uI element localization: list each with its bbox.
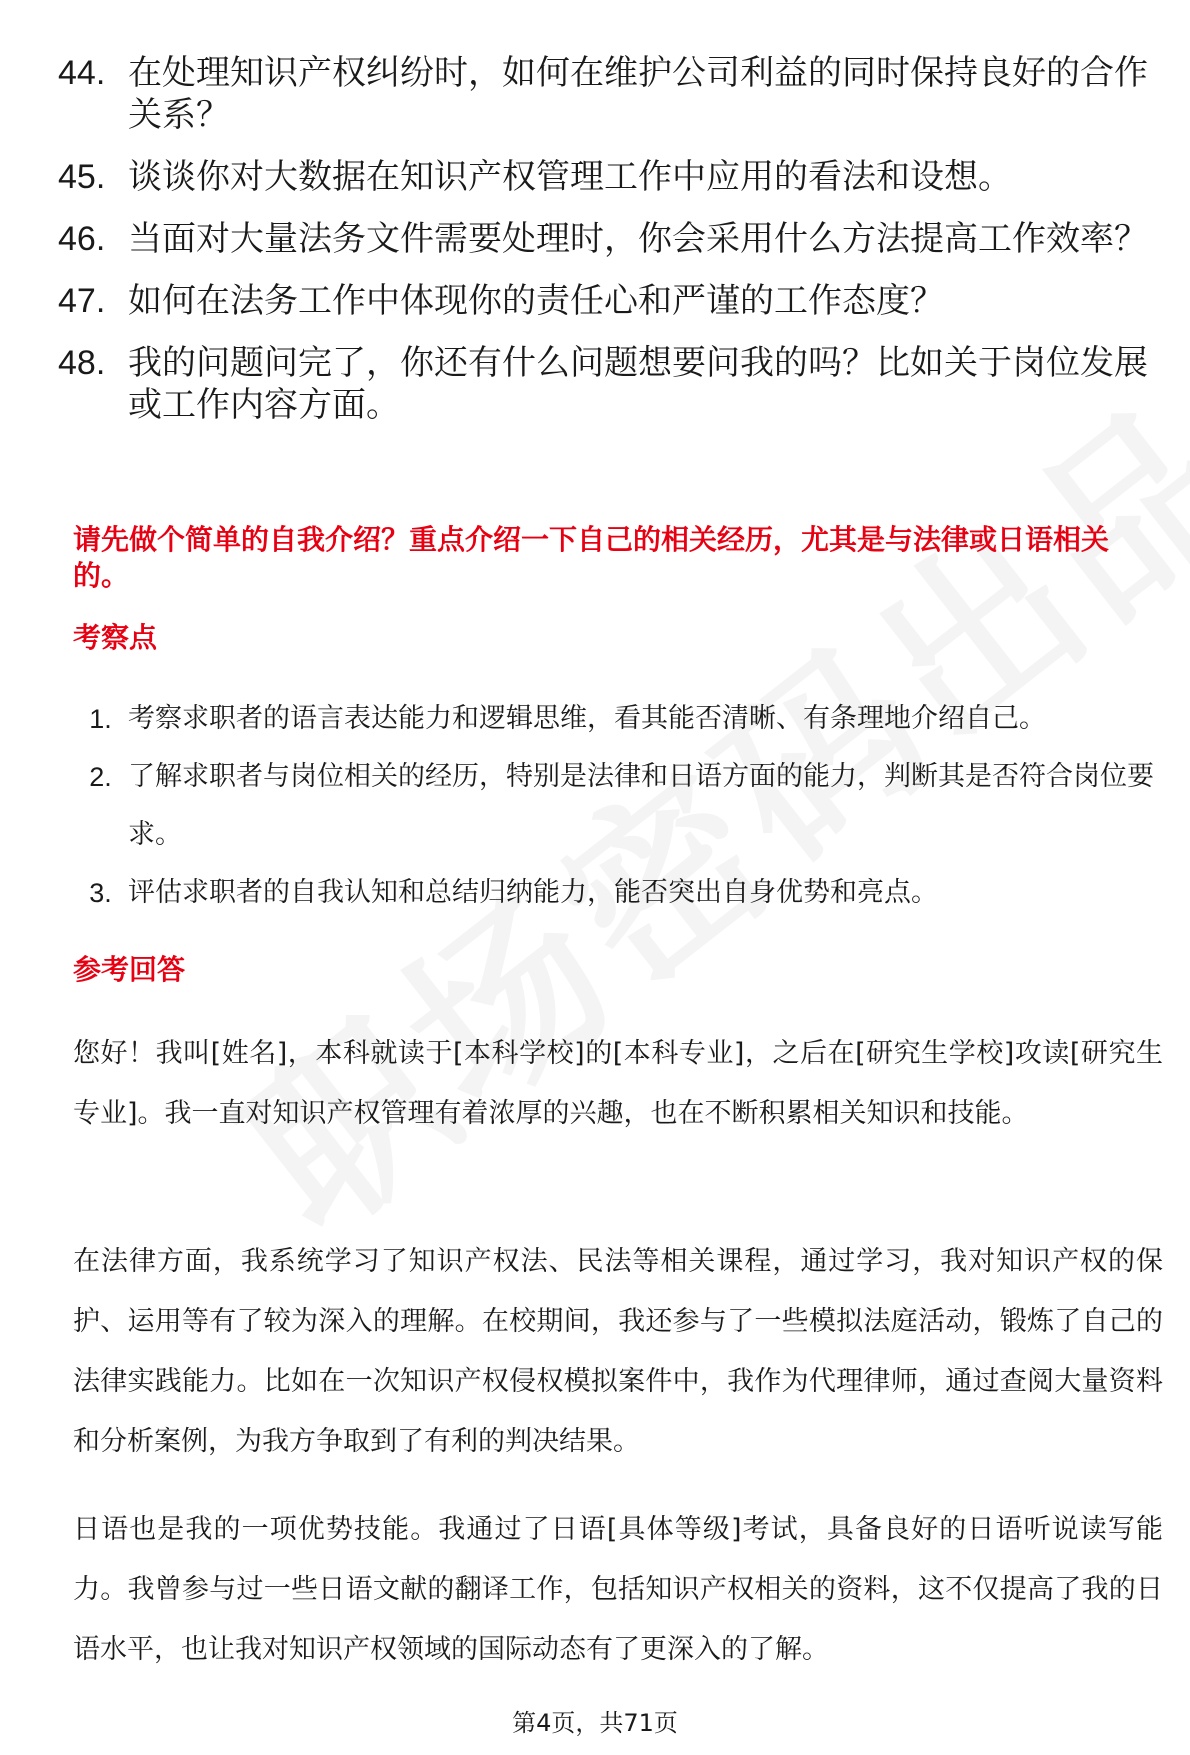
point-text: 了解求职者与岗位相关的经历，特别是法律和日语方面的能力，判断其是否符合岗位要求。: [128, 761, 1154, 850]
question-number: 48.: [58, 344, 106, 382]
question-number: 45.: [58, 158, 106, 196]
question-number: 44.: [58, 54, 106, 92]
focus-points-list: [73, 690, 1163, 922]
focus-heading: 考察点: [73, 621, 158, 654]
answer-paragraph: 您好！我叫[姓名]，本科就读于[本科学校]的[本科专业]，之后在[研究生学校]攻读[研究生专业]。我一直对知识产权管理有着浓厚的兴趣，也在不断积累相关知识和技能。: [73, 1038, 1163, 1129]
point-text: 考察求职者的语言表达能力和逻辑思维，看其能否清晰、有条理地介绍自己。: [128, 703, 1046, 734]
question-number: 47.: [58, 282, 106, 320]
point-number: 1.: [89, 704, 112, 734]
question-text: 在处理知识产权纠纷时，如何在维护公司利益的同时保持良好的合作关系？: [128, 53, 1148, 135]
answer-heading: 参考回答: [73, 953, 186, 986]
question-text: 我的问题问完了，你还有什么问题想要问我的吗？比如关于岗位发展或工作内容方面。: [128, 343, 1148, 425]
answer-paragraph: 在法律方面，我系统学习了知识产权法、民法等相关课程，通过学习，我对知识产权的保护、运用等有了较为深入的理解。在校期间，我还参与了一些模拟法庭活动，锻炼了自己的法律实践能力。比如在一次知识产权侵权模拟案件中，我作为代理律师，通过查阅大量资料和分析案例，为我方争取到了有利的判决结果。: [73, 1246, 1163, 1457]
page-footer: 第4页，共71页: [512, 1709, 678, 1737]
question-title: 请先做个简单的自我介绍？重点介绍一下自己的相关经历，尤其是与法律或日语相关的。: [73, 523, 1110, 592]
point-number: 3.: [89, 878, 112, 908]
list-item: [73, 748, 1163, 864]
list-item: [58, 280, 1158, 322]
point-number: 2.: [89, 762, 112, 792]
list-item: [58, 218, 1158, 260]
question-text: 当面对大量法务文件需要处理时，你会采用什么方法提高工作效率？: [128, 219, 1148, 259]
list-item: [58, 52, 1158, 136]
question-number: 46.: [58, 220, 106, 258]
list-item: [58, 156, 1158, 198]
answer-paragraph: 日语也是我的一项优势技能。我通过了日语[具体等级]考试，具备良好的日语听说读写能力。我曾参与过一些日语文献的翻译工作，包括知识产权相关的资料，这不仅提高了我的日语水平，也让我对知识产权领域的国际动态有了更深入的了解。: [73, 1514, 1163, 1665]
list-item: [73, 690, 1163, 748]
list-item: [58, 342, 1158, 426]
list-item: [73, 864, 1163, 922]
question-list: [58, 52, 1158, 446]
point-text: 评估求职者的自我认知和总结归纳能力，能否突出自身优势和亮点。: [128, 877, 938, 908]
question-text: 谈谈你对大数据在知识产权管理工作中应用的看法和设想。: [128, 157, 1012, 197]
question-text: 如何在法务工作中体现你的责任心和严谨的工作态度？: [128, 281, 944, 321]
